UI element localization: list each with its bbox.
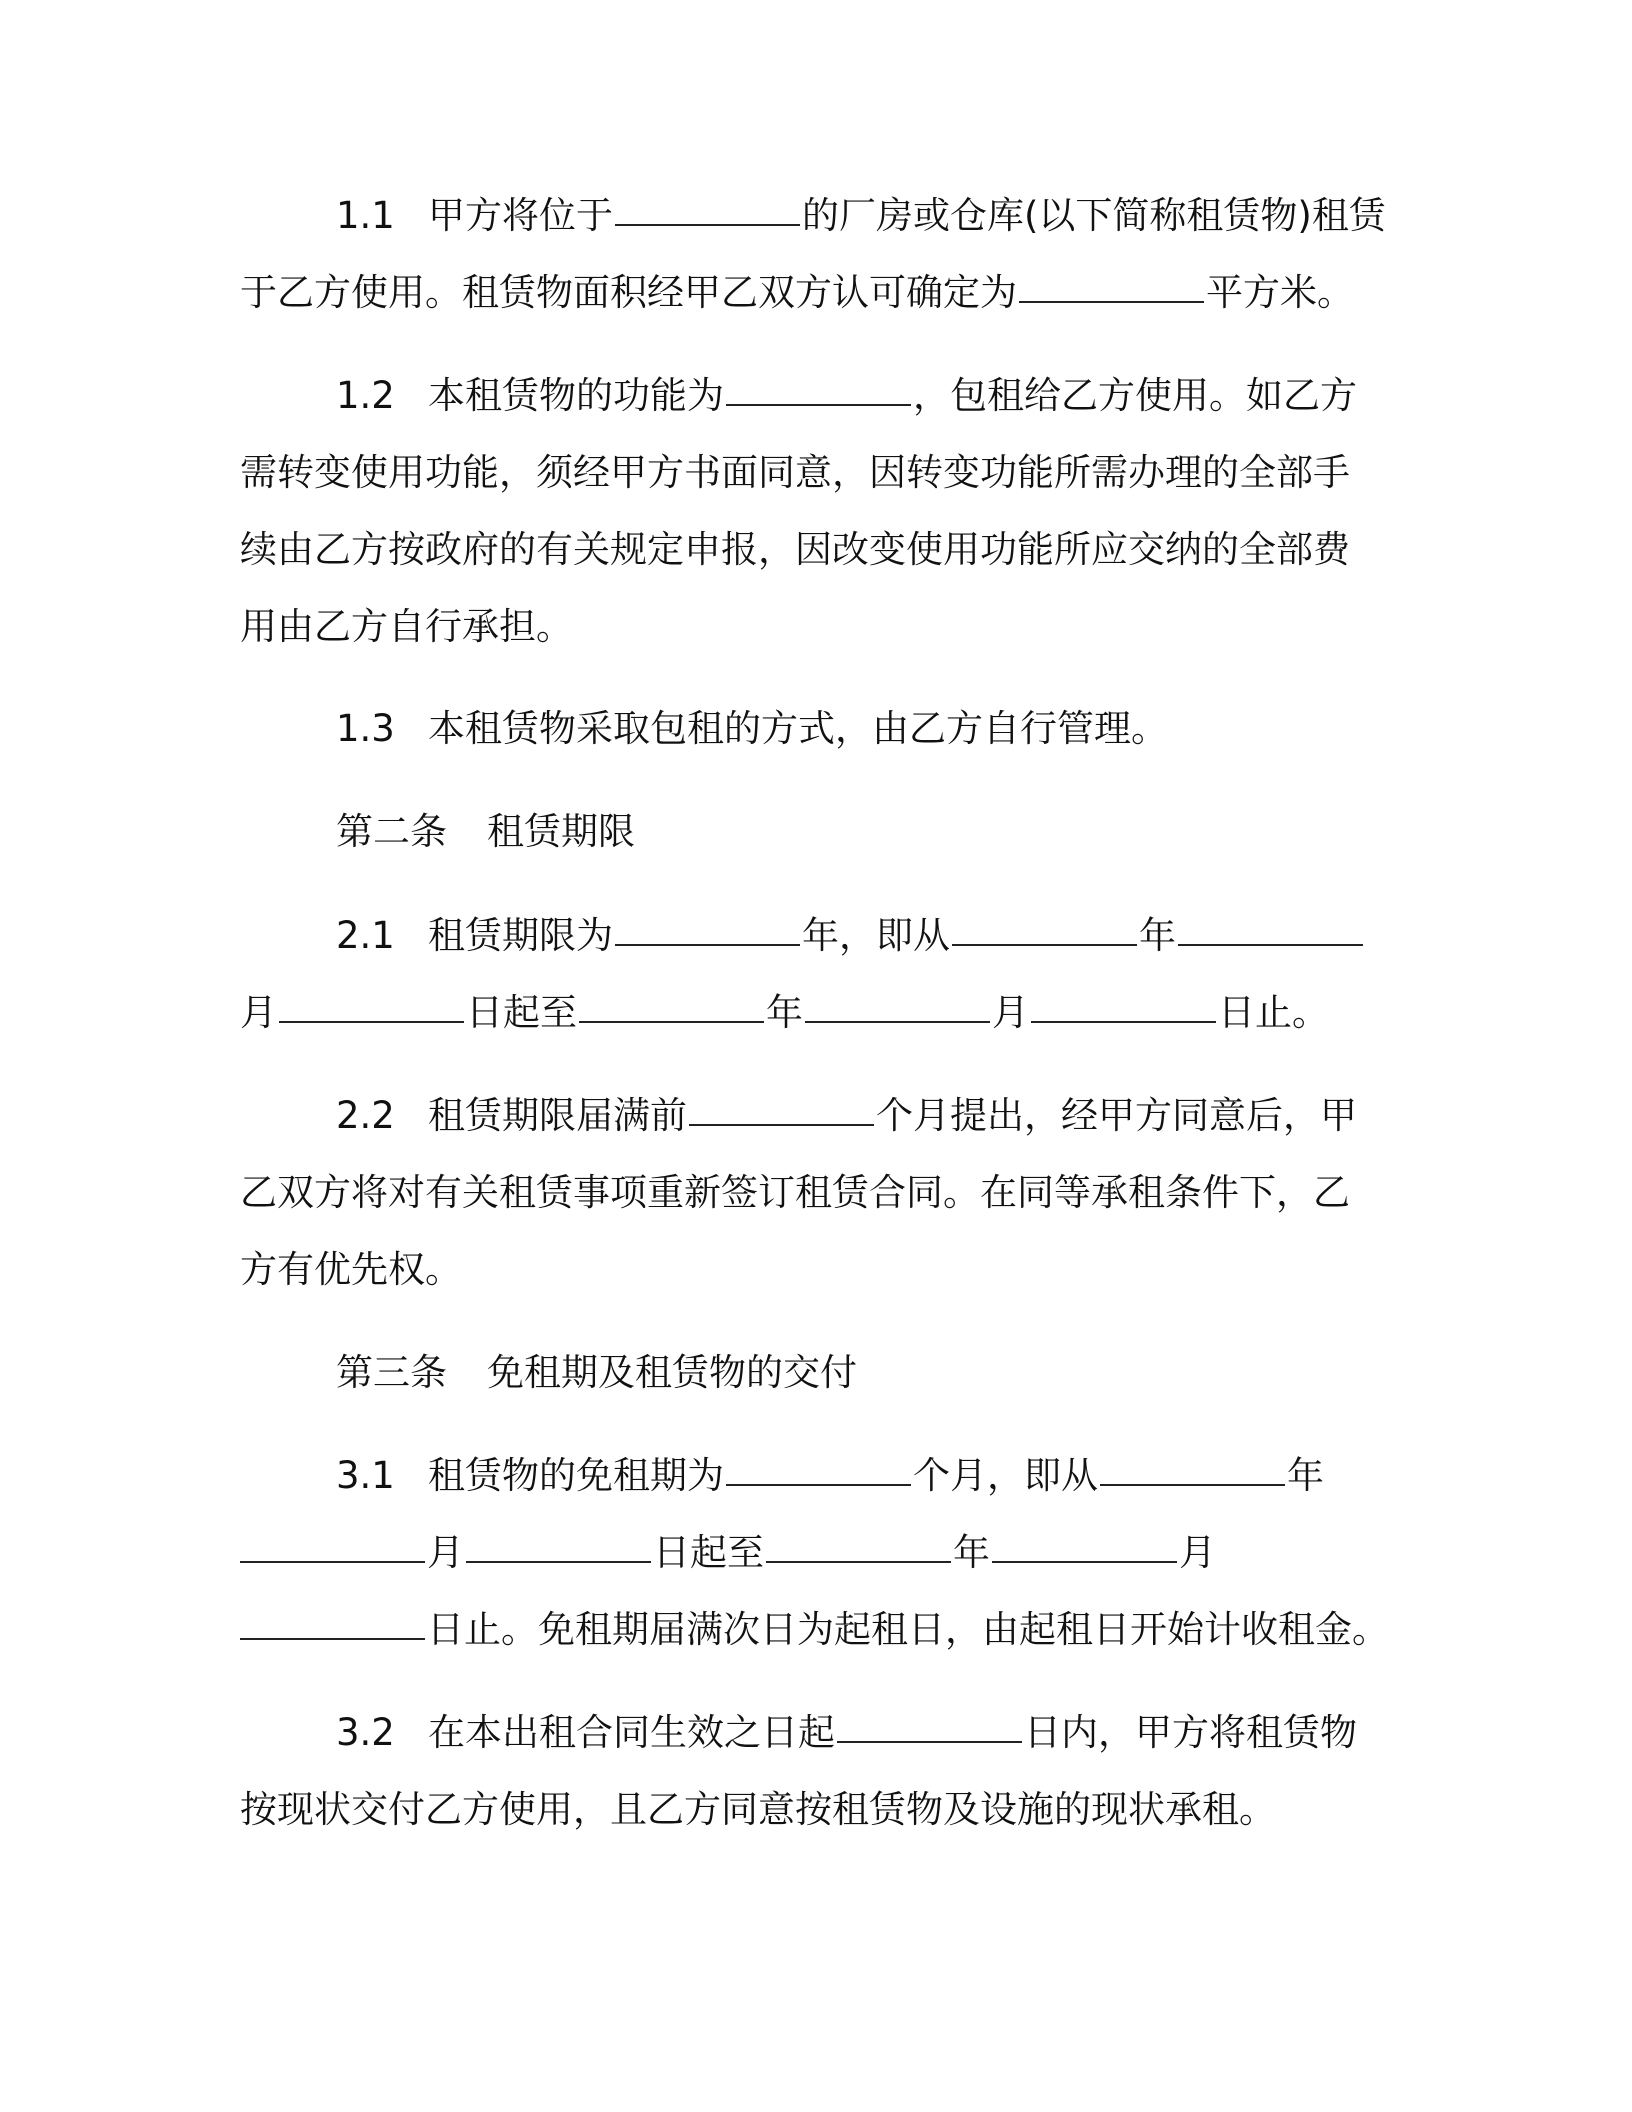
clause-3-1 bbox=[240, 1437, 1389, 1668]
fill-blank[interactable] bbox=[726, 368, 911, 406]
clause-text: 日起至 bbox=[466, 991, 577, 1034]
clause-number: 1.2 bbox=[336, 374, 395, 417]
article-name: 免租期及租赁物的交付 bbox=[487, 1351, 857, 1394]
article-heading bbox=[240, 1334, 1380, 1411]
clause-1-3 bbox=[240, 690, 1380, 767]
clause-text: 年，即从 bbox=[802, 914, 950, 957]
clause-text: 于乙方使用。租赁物面积经甲乙双方认可确定为 bbox=[240, 271, 1017, 314]
article-3-heading bbox=[240, 1334, 1380, 1411]
clause-line bbox=[240, 897, 1380, 974]
clause-number: 2.2 bbox=[336, 1094, 395, 1137]
clause-line bbox=[240, 974, 1380, 1051]
clause-text: 日止。免租期届满次日为起租日，由起租日开始计收租金。 bbox=[427, 1608, 1389, 1651]
clause-line bbox=[240, 1694, 1380, 1771]
fill-blank[interactable] bbox=[615, 188, 800, 226]
fill-blank[interactable] bbox=[1031, 985, 1216, 1023]
clause-number: 2.1 bbox=[336, 914, 395, 957]
clause-line bbox=[240, 1591, 1389, 1668]
clause-line: 续由乙方按政府的有关规定申报，因改变使用功能所应交纳的全部费 bbox=[240, 528, 1350, 571]
fill-blank[interactable] bbox=[615, 908, 800, 946]
fill-blank[interactable] bbox=[279, 985, 464, 1023]
fill-blank[interactable] bbox=[1178, 908, 1363, 946]
clause-text: 年 bbox=[766, 991, 803, 1034]
article-heading bbox=[240, 793, 1380, 870]
clause-line bbox=[240, 254, 1380, 331]
article-title: 第二条 bbox=[336, 810, 447, 853]
clause-text: 在本出租合同生效之日起 bbox=[428, 1711, 835, 1754]
fill-blank[interactable] bbox=[466, 1525, 651, 1563]
fill-blank[interactable] bbox=[726, 1448, 911, 1486]
clause-line: 方有优先权。 bbox=[240, 1248, 462, 1291]
clause-text: 个月提出，经甲方同意后，甲 bbox=[876, 1094, 1357, 1137]
fill-blank[interactable] bbox=[240, 1525, 425, 1563]
fill-blank[interactable] bbox=[992, 1525, 1177, 1563]
clause-line: 乙双方将对有关租赁事项重新签订租赁合同。在同等承租条件下，乙 bbox=[240, 1171, 1350, 1214]
clause-text: 年 bbox=[953, 1531, 990, 1574]
fill-blank[interactable] bbox=[766, 1525, 951, 1563]
clause-line: 需转变使用功能，须经甲方书面同意，因转变功能所需办理的全部手 bbox=[240, 451, 1350, 494]
clause-line bbox=[240, 357, 1380, 434]
clause-text: 租赁期限届满前 bbox=[428, 1094, 687, 1137]
clause-line bbox=[240, 690, 1380, 767]
clause-text: 月 bbox=[1179, 1531, 1216, 1574]
clause-line: 按现状交付乙方使用，且乙方同意按租赁物及设施的现状承租。 bbox=[240, 1788, 1276, 1831]
clause-text: 日内，甲方将租赁物 bbox=[1024, 1711, 1357, 1754]
clause-text: 平方米。 bbox=[1206, 271, 1354, 314]
article-2-heading bbox=[240, 793, 1380, 870]
clause-number: 3.1 bbox=[336, 1454, 395, 1497]
clause-number: 1.3 bbox=[336, 707, 395, 750]
fill-blank[interactable] bbox=[579, 985, 764, 1023]
clause-text: 甲方将位于 bbox=[428, 194, 613, 237]
article-title: 第三条 bbox=[336, 1351, 447, 1394]
fill-blank[interactable] bbox=[805, 985, 990, 1023]
fill-blank[interactable] bbox=[837, 1705, 1022, 1743]
clause-text: 本租赁物的功能为 bbox=[428, 374, 724, 417]
clause-2-1 bbox=[240, 897, 1380, 1051]
clause-text: 租赁物的免租期为 bbox=[428, 1454, 724, 1497]
clause-2-2 bbox=[240, 1077, 1380, 1308]
clause-text: 个月，即从 bbox=[913, 1454, 1098, 1497]
clause-number: 1.1 bbox=[336, 194, 395, 237]
clause-text: 日起至 bbox=[653, 1531, 764, 1574]
clause-text: 本租赁物采取包租的方式，由乙方自行管理。 bbox=[428, 707, 1168, 750]
clause-line bbox=[240, 1514, 1380, 1591]
clause-text: 租赁期限为 bbox=[428, 914, 613, 957]
clause-text: ，包租给乙方使用。如乙方 bbox=[913, 374, 1357, 417]
clause-text: 年 bbox=[1287, 1454, 1324, 1497]
clause-line bbox=[240, 1437, 1380, 1514]
clause-1-2 bbox=[240, 357, 1380, 665]
article-name: 租赁期限 bbox=[487, 810, 635, 853]
clause-3-2 bbox=[240, 1694, 1380, 1848]
fill-blank[interactable] bbox=[1019, 265, 1204, 303]
clause-text: 月 bbox=[992, 991, 1029, 1034]
clause-line bbox=[240, 1077, 1380, 1154]
clause-text: 年 bbox=[1139, 914, 1176, 957]
clause-1-1 bbox=[240, 177, 1386, 331]
fill-blank[interactable] bbox=[1100, 1448, 1285, 1486]
fill-blank[interactable] bbox=[689, 1088, 874, 1126]
fill-blank[interactable] bbox=[952, 908, 1137, 946]
clause-text: 日止。 bbox=[1218, 991, 1329, 1034]
clause-text: 月 bbox=[240, 991, 277, 1034]
fill-blank[interactable] bbox=[240, 1602, 425, 1640]
clause-number: 3.2 bbox=[336, 1711, 395, 1754]
clause-line bbox=[240, 177, 1386, 254]
clause-text: 月 bbox=[427, 1531, 464, 1574]
clause-line: 用由乙方自行承担。 bbox=[240, 605, 573, 648]
clause-text: 的厂房或仓库(以下简称租赁物)租赁 bbox=[802, 194, 1386, 237]
